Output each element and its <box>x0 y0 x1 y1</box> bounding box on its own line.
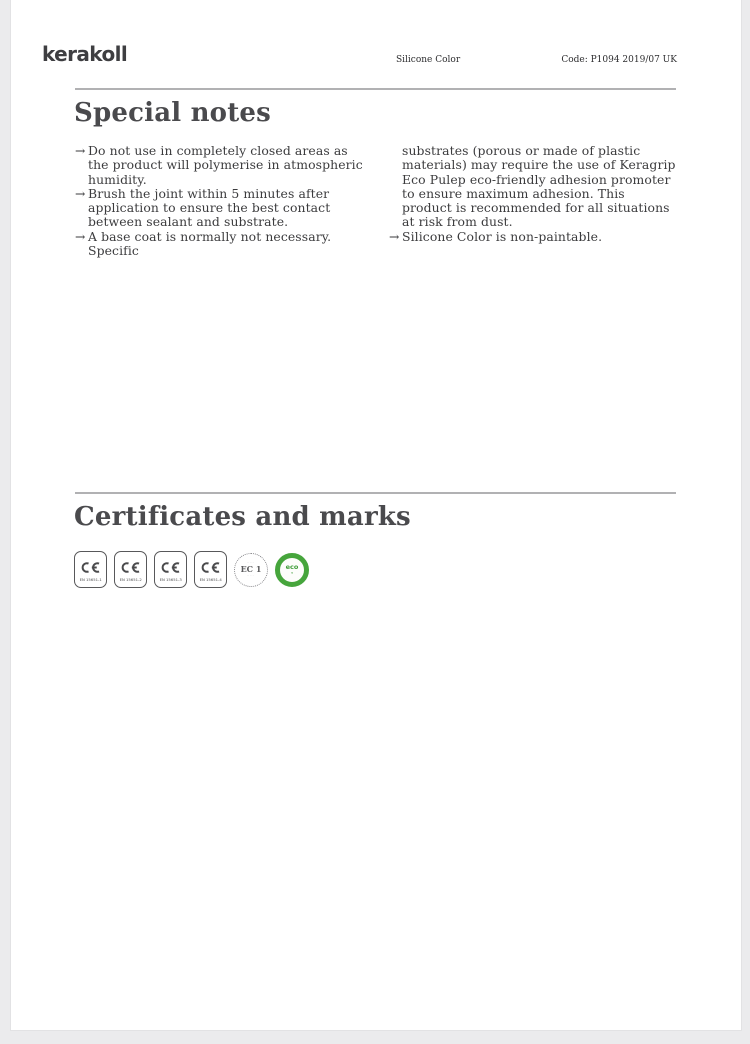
note-text: Silicone Color is non-paintable. <box>402 228 603 244</box>
header-document-code: Code: P1094 2019/07 UK <box>561 55 677 65</box>
ce-standard-label: EN 15651-2 <box>119 577 142 582</box>
ce-standard-label: EN 15651-3 <box>159 577 182 582</box>
note-item <box>75 230 363 259</box>
ce-icon <box>80 558 101 577</box>
note-text: Brush the joint within 5 minutes after application to ensure the best contact between sealant and substrate. <box>88 185 331 230</box>
kerakoll-logo: kerakoll <box>42 42 128 66</box>
ce-icon <box>160 558 181 577</box>
eco-leaf-icon: ▾ <box>291 570 293 575</box>
ce-icon <box>200 558 221 577</box>
datasheet-page <box>11 0 741 1030</box>
certificates-divider <box>75 492 676 494</box>
certificates-marks-row <box>74 551 309 588</box>
ce-mark <box>74 551 107 588</box>
ce-mark <box>154 551 187 588</box>
header-divider <box>75 88 676 90</box>
note-item <box>389 230 677 244</box>
arrow-bullet-icon: → <box>75 185 86 201</box>
ce-icon <box>120 558 141 577</box>
ce-standard-label: EN 15651-1 <box>79 577 102 582</box>
ce-standard-label: EN 15651-4 <box>199 577 222 582</box>
note-text: Do not use in completely closed areas as the product will polymerise in atmospheric humidity. <box>88 143 363 187</box>
note-item <box>389 144 677 230</box>
emicode-ec1-mark <box>234 553 268 587</box>
ec1-ring-decoration: ····· <box>247 560 255 565</box>
special-notes-left-column <box>75 144 363 258</box>
eco-green-mark <box>275 553 309 587</box>
ec1-ring-decoration: ····· <box>247 573 255 578</box>
note-text: substrates (porous or made of plastic materials) may require the use of Keragrip Eco Pulep eco-friendly adhesion promoter to ensure maximum adhesion. This product is recommended for all situations at risk from dust. <box>402 143 676 230</box>
note-item <box>75 187 363 230</box>
note-item <box>75 144 363 187</box>
certificates-title: Certificates and marks <box>74 502 411 532</box>
special-notes-right-column <box>389 144 677 258</box>
ce-mark <box>194 551 227 588</box>
note-text: A base coat is normally not necessary. Specific <box>88 228 332 259</box>
ec1-label: EC 1 <box>240 564 262 575</box>
arrow-bullet-icon: → <box>389 228 400 244</box>
ce-mark <box>114 551 147 588</box>
arrow-bullet-icon <box>389 144 402 230</box>
header-product-name: Silicone Color <box>396 55 461 65</box>
eco-label: eco <box>285 563 299 572</box>
special-notes-columns <box>75 144 677 258</box>
special-notes-title: Special notes <box>74 98 272 128</box>
arrow-bullet-icon: → <box>75 228 86 244</box>
arrow-bullet-icon: → <box>75 143 86 158</box>
